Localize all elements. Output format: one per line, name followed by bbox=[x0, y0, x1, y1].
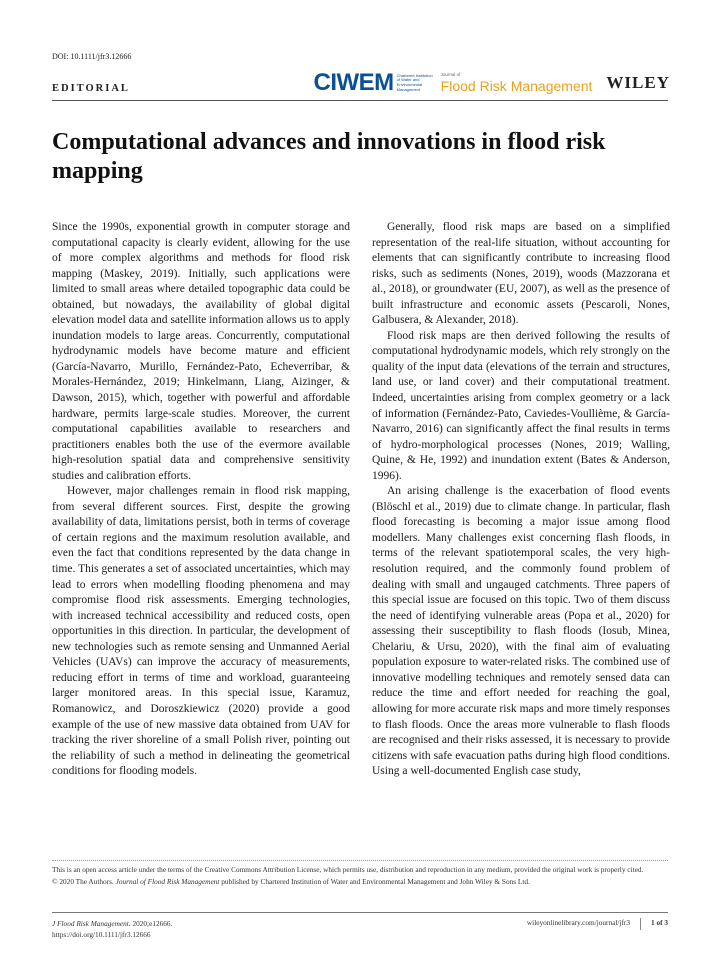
copyright-line bbox=[52, 876, 672, 887]
header-logos bbox=[314, 66, 670, 100]
copyright-suffix: published by Chartered Institution of Water and Environmental Management and John Wiley & Sons Ltd. bbox=[221, 877, 530, 886]
page-number: 1 of 3 bbox=[650, 918, 668, 927]
body-paragraph: Flood risk maps are then derived following the results of computational hydrodynamic models, which rely strongly on the quality of the input data (elevations of the terrain and structures, land use, or land cover) and their computational treatment. Indeed, uncertainties arising from complex geometry or a lack of information (Fernández-Pato, Caviedes-Voullième, & García-Navarro, 2016) can significantly affect the final results in terms of hydro-morphological processes (Nones, 2019; Walling, Quine, & He, 1992) and inundation extent (Bates & Anderson, 1996). bbox=[372, 329, 670, 482]
right-column bbox=[372, 220, 670, 780]
footer-divider bbox=[52, 912, 668, 913]
section-label: EDITORIAL bbox=[52, 83, 130, 94]
ciwem-wordmark: CIWEM bbox=[313, 69, 394, 96]
body-paragraph: Generally, flood risk maps are based on a simplified representation of the real-life situation, without accounting for elements that can significantly contribute to increasing flood risks, such as sediments (Nones, 2019), woods (Mazzorana et al., 2018), or groundwater (EU, 2007), as well as the presence of built infrastructure and economic assets (Pescaroli, Nones, Galbusera, & Alexander, 2018). bbox=[372, 221, 670, 327]
license-footnote bbox=[52, 864, 672, 888]
citation-journal: J Flood Risk Management. bbox=[52, 919, 131, 928]
ciwem-logo[interactable] bbox=[314, 71, 435, 95]
footer-right bbox=[527, 918, 668, 930]
license-text: This is an open access article under the terms of the Creative Commons Attribution License, which permits use, distribution and reproduction in any medium, provided the original work is properly cited. bbox=[52, 865, 644, 874]
journal-site-link[interactable]: wileyonlinelibrary.com/journal/jfr3 bbox=[526, 918, 630, 927]
ciwem-subtitle: Chartered Institution of Water and Environmental Management bbox=[396, 72, 433, 92]
footnote-divider bbox=[52, 860, 668, 861]
journal-logo[interactable] bbox=[441, 73, 593, 93]
article-title: Computational advances and innovations in flood risk mapping bbox=[52, 129, 606, 184]
body-paragraph: An arising challenge is the exacerbation of flood events (Blöschl et al., 2019) due to climate change. In particular, flash flood forecasting is becoming a major issue among flood modellers. Many challenges exist concerning flash floods, in terms of the relevant spatiotemporal scales, the very high-resolution required, and the commonly found problem of dealing with small and ungauged catchments. Three papers of this special issue are focused on this topic. Two of them discuss the need of identifying vulnerable areas (Popa et al., 2020) for assessing their susceptibility to flash floods (Iosub, Minea, Chelariu, & Ursu, 2020), with the final aim of evaluating population exposure to water-related risks. The combined use of innovative modelling techniques and remotely sensed data can reduce the time and effort needed for reaching the goal, allowing for more accurate risk maps and more timely responses to flash floods. Once the areas more vulnerable to flash floods are recognised and their risks assessed, it is necessary to provide citizens with safe evacuation paths during high flood conditions. Using a well-documented English case study, bbox=[372, 485, 670, 778]
copyright-journal: Journal of Flood Risk Management bbox=[115, 877, 220, 886]
wiley-logo[interactable]: WILEY bbox=[606, 73, 670, 92]
body-paragraph: However, major challenges remain in flood risk mapping, from several different sources. First, despite the growing availability of data, limitations persist, both in terms of coverage of certain regions and the maximum resolution available, and even the fact that conditions represented by the data change in time. This generates a set of associated uncertainties, which may lead to errors when modelling flooding phenomena and may compromise flood risk assessments. Emerging technologies, with increased technical accessibility and reduced costs, open opportunities in this direction. In particular, the development of new technologies such as remote sensing and Unmanned Aerial Vehicles (UAVs) can improve the accuracy of measurements, reducing effort in terms of time and workload, guaranteeing larger monitored areas. In this special issue, Karamuz, Romanowicz, and Doroszkiewicz (2020) provide a good example of the use of new massive data obtained from UAV for tracking the river shoreline of a small Polish river, pointing out the reliability of such a method in delineating the geometrical conditions for flooding models. bbox=[52, 485, 350, 778]
journal-logo-name: Flood Risk Management bbox=[440, 77, 593, 94]
footer-separator bbox=[640, 918, 641, 930]
journal-logo-prefix: Journal of bbox=[440, 72, 461, 78]
copyright-prefix: © 2020 The Authors. bbox=[52, 877, 114, 886]
citation-detail: 2020;e12666. bbox=[132, 919, 173, 928]
header-divider bbox=[52, 100, 668, 101]
doi-line: DOI: 10.1111/jfr3.12666 bbox=[52, 52, 132, 61]
body-paragraph: Since the 1990s, exponential growth in computer storage and computational capacity is clearly evident, allowing for the use of more complex algorithms and methods for flood risk mapping (Maskey, 2019). Initially, such applications were limited to small areas where detailed topographic data could be obtained, but nowadays, the availability of global digital elevation model data and satellite information allows us to apply inundation models to large areas. Concurrently, computational hydrodynamic models have become mature and efficient (García-Navarro, Murillo, Fernández-Pato, Echeverribar, & Morales-Hernández, 2019; Hinkelmann, Liang, Aizinger, & Dawson, 2015), which, together with powerful and affordable hardware, permits large-scale studies. Moreover, the current computational capabilities available to researchers and practitioners enables both the use of the evermore available high-resolution spatial data and comprehensive sensitivity studies and calibration efforts. bbox=[52, 221, 350, 482]
citation-doi-link[interactable]: https://doi.org/10.1111/jfr3.12666 bbox=[52, 930, 151, 939]
left-column bbox=[52, 220, 350, 780]
footer-citation bbox=[52, 918, 172, 940]
